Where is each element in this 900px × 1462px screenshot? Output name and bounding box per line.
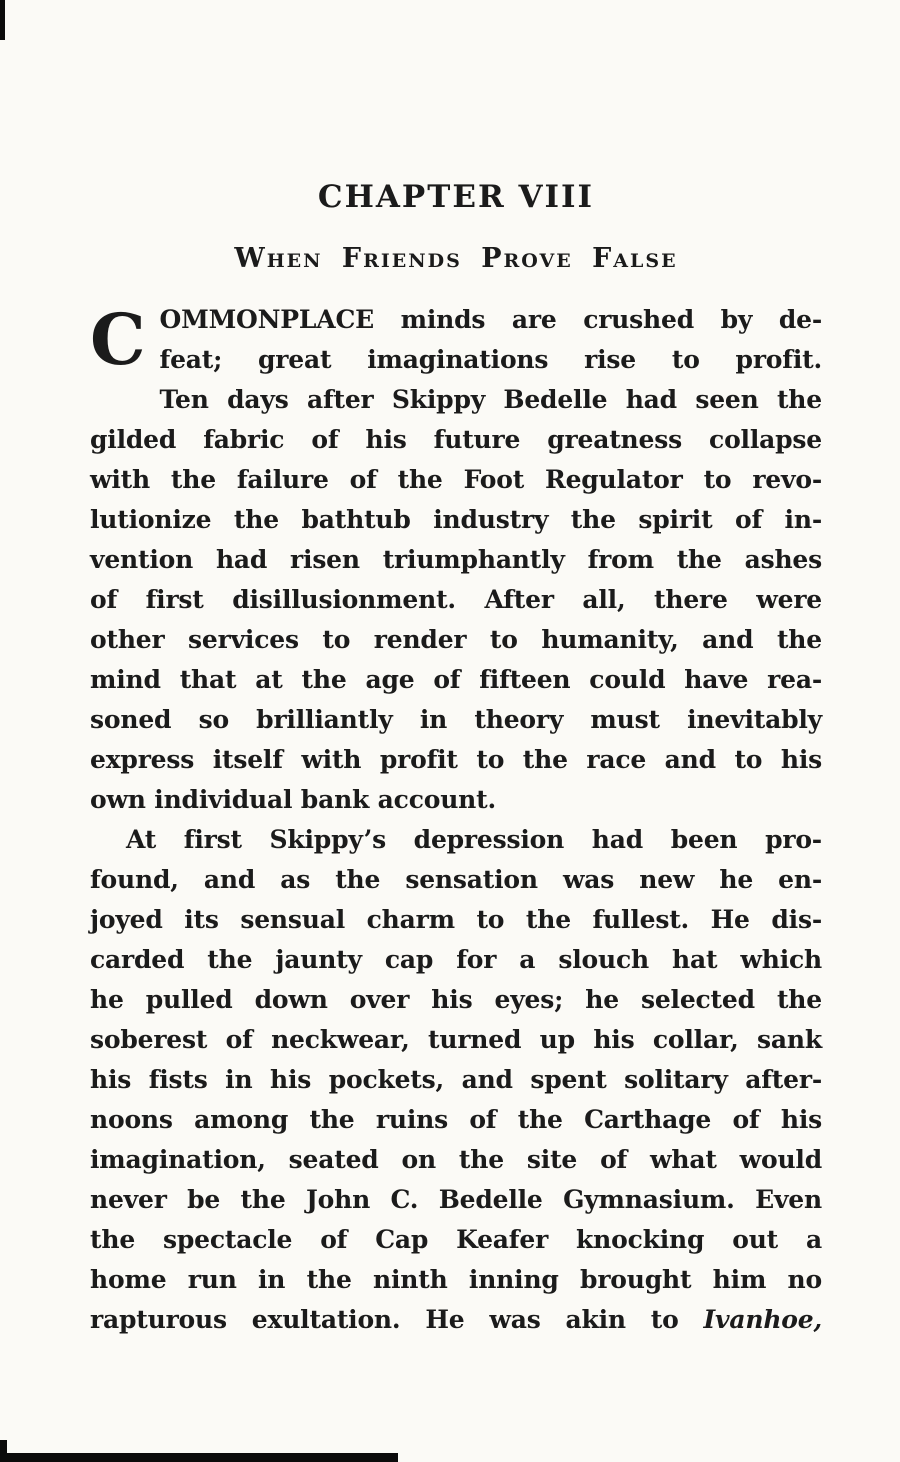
text-span: rapturous exultation. He was akin to	[90, 1305, 704, 1334]
text-line: joyed its sensual charm to the fullest. He dis-	[90, 905, 822, 934]
text-line: his fists in his pockets, and spent solitary after-	[90, 1065, 822, 1094]
text-line: OMMONPLACE minds are crushed by de-	[159, 305, 822, 334]
paragraph-lines	[90, 820, 822, 1340]
paragraph-2	[90, 820, 822, 1340]
text-line: the spectacle of Cap Keafer knocking out a	[90, 1225, 822, 1254]
body-text	[90, 300, 822, 1340]
paragraph-lines	[90, 300, 822, 820]
scan-artifact-top-left	[0, 0, 5, 40]
text-line: soned so brilliantly in theory must inevitably	[90, 705, 822, 734]
text-column	[90, 180, 822, 1340]
text-line	[90, 1300, 822, 1340]
text-line: never be the John C. Bedelle Gymnasium. Even	[90, 1185, 822, 1214]
scan-artifact-bottom-bar	[0, 1453, 398, 1462]
text-line: found, and as the sensation was new he en-	[90, 865, 822, 894]
text-line: noons among the ruins of the Carthage of his	[90, 1105, 822, 1134]
chapter-subtitle: When Friends Prove False	[234, 243, 678, 274]
text-line: At first Skippy’s depression had been pro-	[126, 825, 822, 854]
scan-artifact-bottom-corner	[0, 1440, 7, 1462]
paragraph-1	[90, 300, 822, 820]
text-line: soberest of neckwear, turned up his collar, sank	[90, 1025, 822, 1054]
text-line: with the failure of the Foot Regulator to revo-	[90, 465, 822, 494]
text-line: imagination, seated on the site of what would	[90, 1145, 822, 1174]
text-line: gilded fabric of his future greatness collapse	[90, 425, 822, 454]
text-line: vention had risen triumphantly from the ashes	[90, 545, 822, 574]
drop-cap: C	[90, 298, 146, 381]
text-line: home run in the ninth inning brought him no	[90, 1265, 822, 1294]
text-line: own individual bank account.	[90, 785, 497, 814]
text-line: of first disillusionment. After all, there were	[90, 585, 822, 614]
text-line: feat; great imaginations rise to profit.	[159, 345, 822, 374]
text-line: he pulled down over his eyes; he selected the	[90, 985, 822, 1014]
italic-text: Ivanhoe,	[703, 1305, 822, 1334]
chapter-heading: CHAPTER VIII	[317, 179, 595, 215]
text-line: express itself with profit to the race and to his	[90, 745, 822, 774]
text-line: mind that at the age of fifteen could have rea-	[90, 665, 822, 694]
text-line: Ten days after Skippy Bedelle had seen the	[159, 385, 822, 414]
text-line: lutionize the bathtub industry the spirit of in-	[90, 505, 822, 534]
text-line: other services to render to humanity, and the	[90, 625, 822, 654]
text-line: carded the jaunty cap for a slouch hat which	[90, 945, 822, 974]
